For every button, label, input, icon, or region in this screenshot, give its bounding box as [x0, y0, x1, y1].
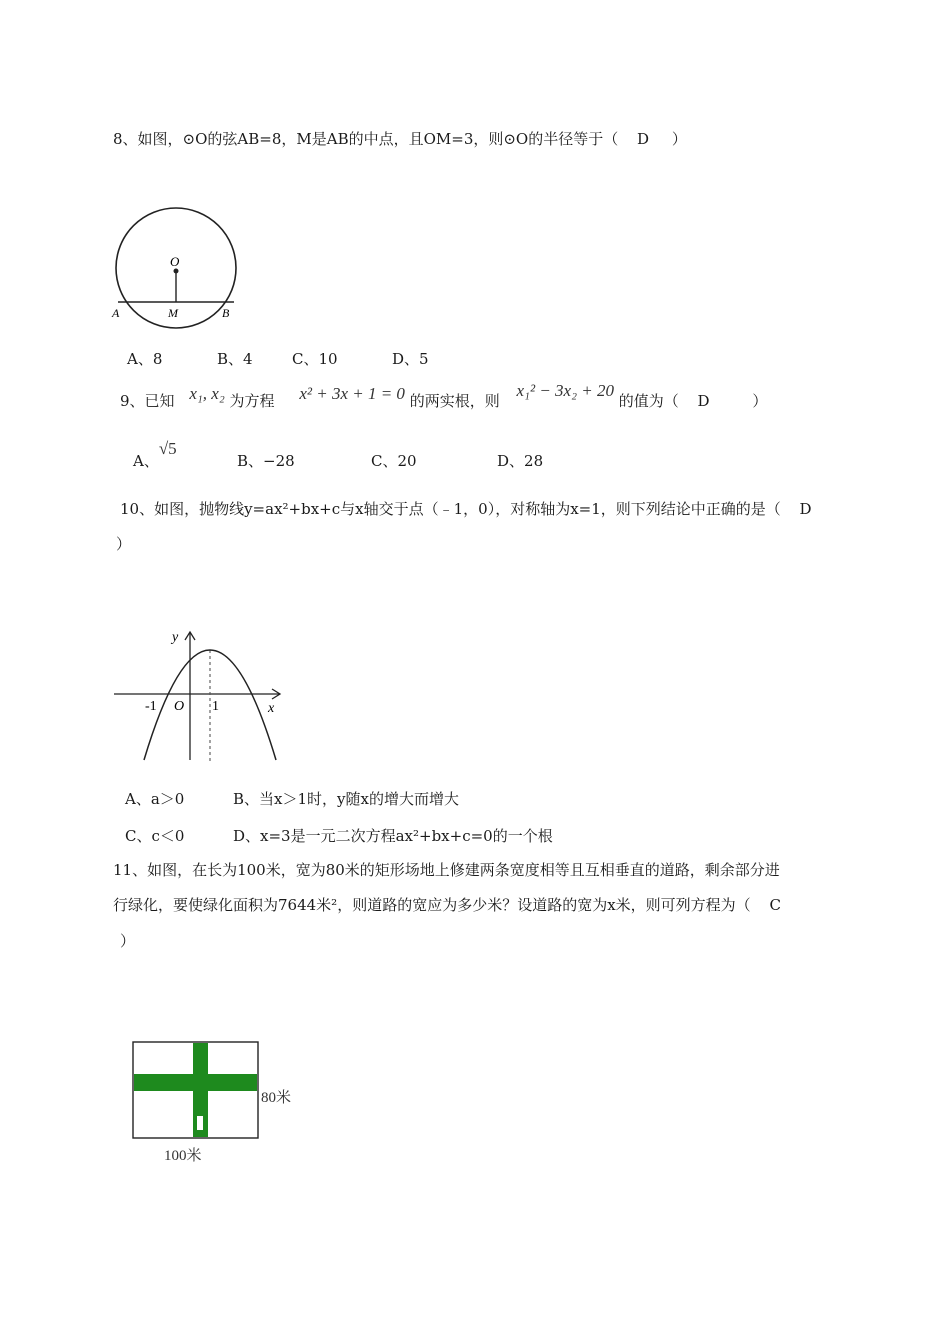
q8-close: ）: [671, 130, 687, 148]
q10-parabola-figure: [108, 628, 288, 766]
q10-option-b: B、当x＞1时，y随x的增大而增大: [233, 790, 459, 808]
label-o: O: [174, 699, 185, 714]
q9-mid3: 的值为（: [618, 392, 679, 410]
center-point: [174, 269, 179, 274]
q11-answer: C: [769, 896, 781, 914]
q10-stem: [120, 498, 812, 519]
label-neg1: -1: [145, 699, 157, 714]
q10-close: ）: [116, 535, 132, 553]
q10-option-d: D、x=3是一元二次方程ax²+bx+c=0的一个根: [233, 827, 553, 845]
label-y: y: [172, 630, 179, 645]
q9-option-c: C、20: [371, 452, 417, 470]
q9-roots: x₁, x₂: [189, 384, 225, 403]
q9-close: ）: [752, 392, 768, 410]
q10-option-c: C、c＜0: [125, 827, 185, 845]
q10-answer: D: [799, 500, 812, 518]
q9-option-a-value: √5: [158, 439, 177, 458]
q9-target: x₁² − 3x₂ + 20: [516, 381, 614, 400]
label-1: 1: [212, 699, 219, 714]
q9-mid2: 的两实根，则: [409, 392, 500, 410]
q9-stem: [120, 381, 768, 411]
q8-options: [127, 348, 429, 369]
q9-answer: D: [697, 392, 710, 410]
q11-line2: [113, 894, 781, 915]
q9-option-a-prefix: A、: [133, 452, 159, 470]
q10-line1: 10、如图，抛物线y=ax²+bx+c与x轴交于点（﹣1，0），对称轴为x=1，则下列结论中正确的是（: [120, 500, 781, 518]
q8-option-d: D、5: [392, 350, 429, 368]
q9-option-b: B、−28: [237, 452, 295, 470]
q9-equation: x² + 3x + 1 = 0: [299, 384, 405, 403]
q11-field-figure: [128, 1036, 308, 1168]
q8-option-a: A、8: [127, 350, 163, 368]
q9-option-a: [133, 439, 237, 471]
q8-answer: D: [637, 130, 650, 148]
q11-line1: 11、如图，在长为100米，宽为80米的矩形场地上修建两条宽度相等且互相垂直的道路，剩余部分进: [113, 861, 780, 879]
label-m: M: [168, 306, 178, 320]
label-b: B: [222, 306, 230, 320]
label-length: 100米: [164, 1148, 202, 1164]
q8-stem: [113, 128, 687, 149]
q8-option-c: C、10: [292, 350, 338, 368]
q8-stem-text: 8、如图，⊙O的弦AB=8，M是AB的中点，且OM=3，则⊙O的半径等于（: [113, 130, 619, 148]
label-a: A: [112, 306, 120, 320]
label-width: 80米: [261, 1090, 292, 1106]
road-notch: [197, 1116, 203, 1130]
q8-option-b: B、4: [217, 350, 253, 368]
q11-line2-text: 行绿化，要使绿化面积为7644米²，则道路的宽应为多少米？设道路的宽为x米，则可列方程为（: [113, 896, 751, 914]
q9-option-d: D、28: [497, 452, 544, 470]
q10-options-row1: [125, 788, 459, 809]
q9-pre: 9、已知: [120, 392, 175, 410]
q9-options: [133, 439, 544, 471]
q9-mid1: 为方程: [229, 392, 275, 410]
label-x: x: [268, 701, 275, 716]
label-o: O: [170, 254, 180, 269]
q8-circle-figure: [110, 205, 245, 330]
q10-options-row2: [125, 825, 553, 846]
q11-close: ）: [120, 932, 136, 950]
q10-option-a: A、a＞0: [125, 790, 185, 808]
